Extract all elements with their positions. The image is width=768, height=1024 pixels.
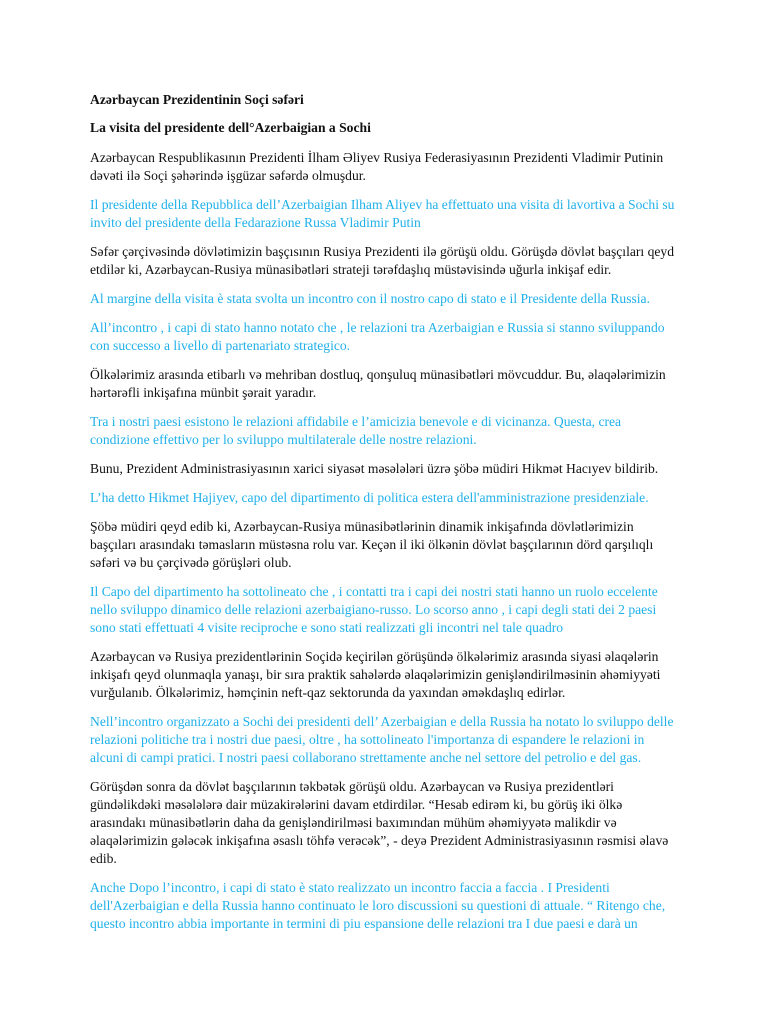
paragraph-italian: Tra i nostri paesi esistono le relazioni affidabile e l’amicizia benevole e di vicinanza. Questa, crea condizione effettivo per lo sviluppo multilaterale delle nostre relazioni. xyxy=(90,414,622,447)
paragraph-azerbaijani: Şöbə müdiri qeyd edib ki, Azərbaycan-Rusiya münasibətlərinin dinamik inkişafında dövlətlərimizin başçıları arasındakı təmasların müstəsna rolu var. Keçən il iki ölkənin dövlət başçılarının dörd qarşılıqlı səfəri və bu çərçivədə görüşləri olub. xyxy=(90,519,654,570)
paragraph-italian: All’incontro , i capi di stato hanno notato che , le relazioni tra Azerbaigian e Russia si stanno sviluppando con successo a livello di partenariato strategico. xyxy=(90,320,665,353)
title-italian: La visita del presidente dell°Azerbaigian a Sochi xyxy=(90,120,371,135)
title-azerbaijani: Azərbaycan Prezidentinin Soçi səfəri xyxy=(90,92,304,107)
paragraph-italian: Il presidente della Repubblica dell’Azerbaigian Ilham Aliyev ha effettuato una visita di lavortiva a Sochi su invito del presidente della Fedarazione Russa Vladimir Putin xyxy=(90,197,675,230)
paragraph-azerbaijani: Azərbaycan və Rusiya prezidentlərinin Soçidə keçirilən görüşündə ölkələrimiz arasında siyasi əlaqələrin inkişafı qeyd olunmaqla yanaşı, bir sıra praktik sahələrdə əlaqələrimizin genişləndirilməsinin əhəmiyyəti vurğulanıb. Ölkələrimiz, həmçinin neft-qaz sektorunda da yaxından əməkdaşlıq edirlər. xyxy=(90,649,661,700)
paragraph-azerbaijani: Görüşdən sonra da dövlət başçılarının təkbətək görüşü oldu. Azərbaycan və Rusiya prezidentləri gündəlikdəki məsələlərə dair müzakirələrini davam etdirdilər. “Hesab edirəm ki, bu görüş iki ölkə arasındakı münasibətlərin daha da genişləndirilməsi baxımından mühüm əhəmiyyətə malikdir və əlaqələrimizin gələcək inkişafına əsaslı töhfə verəcək”, - deyə Prezident Administrasiyasının rəsmisi əlavə edib. xyxy=(90,779,669,866)
paragraph-azerbaijani: Ölkələrimiz arasında etibarlı və mehriban dostluq, qonşuluq münasibətləri mövcuddur. Bu, əlaqələrimizin hərtərəfli inkişafına münbit şərait yaradır. xyxy=(90,367,666,400)
paragraph-italian: Anche Dopo l’incontro, i capi di stato è stato realizzato un incontro faccia a faccia . I Presidenti dell'Azerbaigian e della Russia hanno continuato le loro discussioni su questioni di attuale. “ Ritengo che, questo incontro abbia importante in termini di piu espansione delle relazioni tra I due paesi e darà un xyxy=(90,880,666,931)
paragraph-italian: Il Capo del dipartimento ha sottolineato che , i contatti tra i capi dei nostri stati hanno un ruolo eccelente nello sviluppo dinamico delle relazioni azerbaigiano-russo. Lo scorso anno , i capi degli stati dei 2 paesi sono stati effettuati 4 visite reciproche e sono stati realizzati gli incontri nel tale quadro xyxy=(90,584,658,635)
paragraph-azerbaijani: Səfər çərçivəsində dövlətimizin başçısının Rusiya Prezidenti ilə görüşü oldu. Görüşdə dövlət başçıları qeyd etdilər ki, Azərbaycan-Rusiya münasibətləri strateji tərəfdaşlıq müstəvisində uğurla inkişaf edir. xyxy=(90,244,675,277)
paragraph-italian: Nell’incontro organizzato a Sochi dei presidenti dell’ Azerbaigian e della Russia ha notato lo sviluppo delle relazioni politiche tra i nostri due paesi, oltre , ha sottolineato l'importanza di espandere le relazioni in alcuni di campi pratici. I nostri paesi collaborano strettamente anche nel settore del petrolio e del gas. xyxy=(90,714,674,765)
paragraph-italian: Al margine della visita è stata svolta un incontro con il nostro capo di stato e il Presidente della Russia. xyxy=(90,291,650,306)
paragraph-azerbaijani: Azərbaycan Respublikasının Prezidenti İlham Əliyev Rusiya Federasiyasının Prezidenti Vladimir Putinin dəvəti ilə Soçi şəhərində işgüzar səfərdə olmuşdur. xyxy=(90,150,664,183)
paragraphs-container xyxy=(90,149,680,933)
paragraph-azerbaijani: Bunu, Prezident Administrasiyasının xarici siyasət məsələləri üzrə şöbə müdiri Hikmət Hacıyev bildirib. xyxy=(90,461,659,476)
paragraph-italian: L’ha detto Hikmet Hajiyev, capo del dipartimento di politica estera dell'amministrazione presidenziale. xyxy=(90,490,649,505)
